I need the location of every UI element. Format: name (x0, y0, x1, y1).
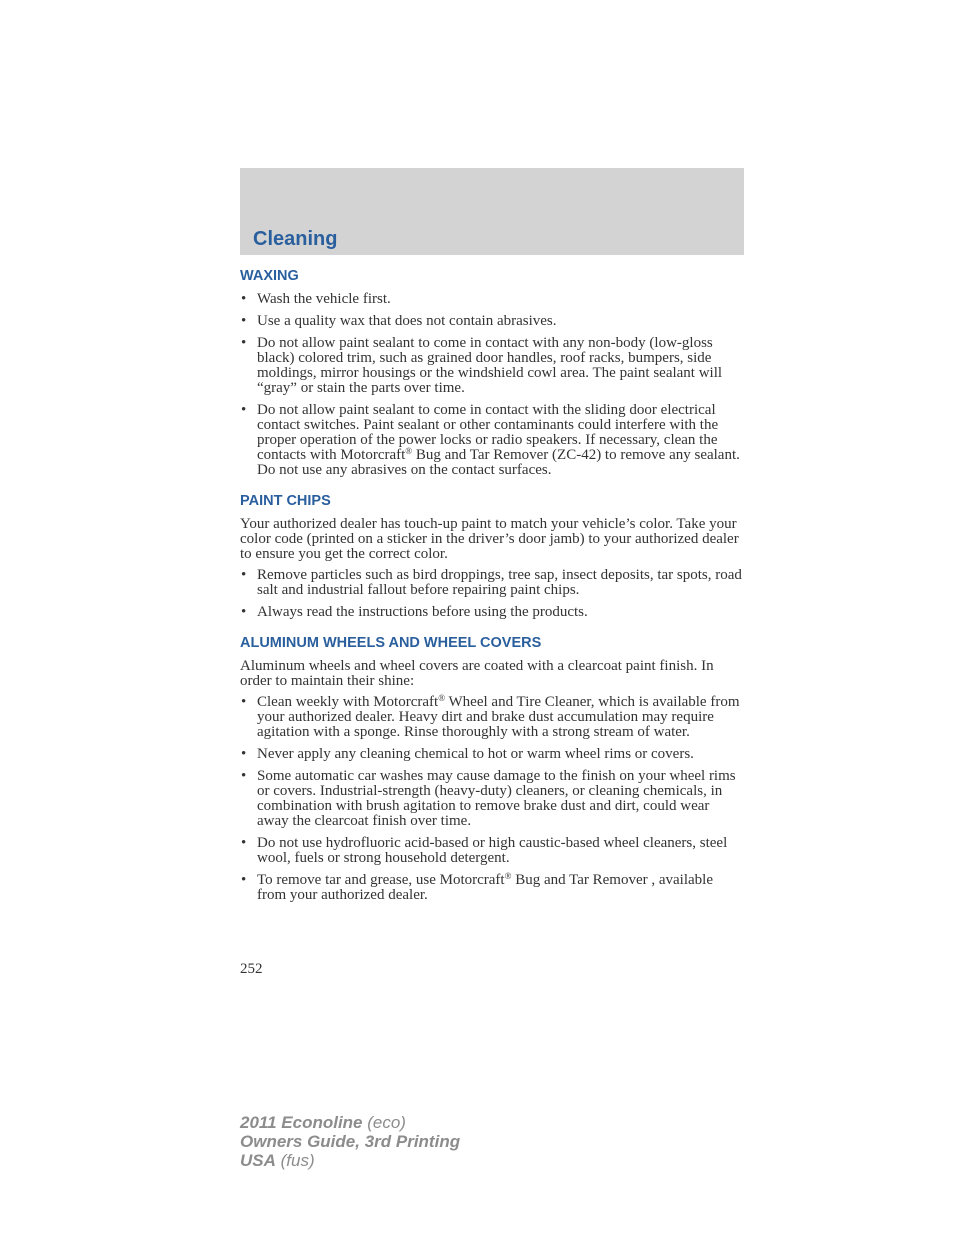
footer-model-code: (eco) (362, 1113, 406, 1132)
registered-mark: ® (504, 871, 512, 881)
list-item: • Do not allow paint sealant to come in contact with any non-body (low-gloss black) colored trim, such as grained door handles, roof racks, bumpers, side moldings, mirror housings or the windshield cowl area. The paint sealant will “gray” or stain the parts over time. (240, 336, 744, 396)
section-header-band (240, 168, 744, 255)
list-item (240, 695, 744, 740)
footer-region: USA (240, 1151, 276, 1170)
list-item: • Some automatic car washes may cause damage to the finish on your wheel rims or covers. Industrial-strength (heavy-duty) cleaners, or cleaning chemicals, in combination with brush agitation to remove brake dust and dirt, could wear away the clearcoat finish over time. (240, 769, 744, 829)
text-segment: To remove tar and grease, use Motorcraft (257, 872, 505, 888)
aluminum-wheels-list (240, 695, 744, 903)
list-item: • Do not use hydrofluoric acid-based or high caustic-based wheel cleaners, steel wool, fuels or strong household detergent. (240, 836, 744, 866)
text-segment: Bug and Tar Remover , available from your authorized dealer. (257, 872, 713, 903)
footer-line-1 (240, 1113, 460, 1132)
footer-edition: Owners Guide, 3rd Printing (240, 1132, 461, 1151)
footer-model: 2011 Econoline (240, 1113, 363, 1132)
waxing-list (240, 292, 744, 478)
paint-chips-intro: Your authorized dealer has touch-up paint to match your vehicle’s color. Take your color code (printed on a sticker in the driver’s door jamb) to your authorized dealer to ensure you get the correct color. (240, 516, 739, 562)
list-item: • Use a quality wax that does not contain abrasives. (240, 314, 744, 329)
footer-line-3 (240, 1151, 460, 1170)
paint-chips-list (240, 568, 744, 620)
paint-chips-heading: PAINT CHIPS (240, 493, 331, 509)
registered-mark: ® (405, 446, 413, 456)
text-segment: Clean weekly with Motorcraft (257, 694, 439, 710)
footer-line-2 (240, 1132, 460, 1151)
page-number: 252 (240, 961, 263, 977)
footer-region-code: (fus) (275, 1151, 315, 1170)
page-content (240, 267, 744, 910)
list-item: • Remove particles such as bird droppings, tree sap, insect deposits, tar spots, road salt and industrial fallout before repairing paint chips. (240, 568, 744, 598)
list-item: • Wash the vehicle first. (240, 292, 744, 307)
list-item (240, 403, 744, 478)
waxing-heading: WAXING (240, 268, 299, 284)
list-item: • Never apply any cleaning chemical to hot or warm wheel rims or covers. (240, 747, 744, 762)
section-title: Cleaning (253, 228, 338, 250)
aluminum-wheels-intro: Aluminum wheels and wheel covers are coated with a clearcoat paint finish. In order to maintain their shine: (240, 658, 714, 689)
list-item (240, 873, 744, 903)
list-item: • Always read the instructions before using the products. (240, 605, 744, 620)
document-footer (240, 1113, 460, 1170)
text-segment: Bug and Tar Remover (ZC-42) to remove any sealant. Do not use any abrasives on the contact surfaces. (257, 447, 740, 478)
aluminum-wheels-heading: ALUMINUM WHEELS AND WHEEL COVERS (240, 635, 542, 651)
registered-mark: ® (438, 693, 446, 703)
text-segment: Wheel and Tire Cleaner, which is available from your authorized dealer. Heavy dirt and brake dust accumulation may require agitation with a sponge. Rinse thoroughly with a strong stream of water. (257, 694, 740, 740)
text-segment: Do not allow paint sealant to come in contact with the sliding door electrical contact switches. Paint sealant or other contaminants could interfere with the proper operation of the power locks or radio speakers. If necessary, clean the contacts with Motorcraft (257, 402, 719, 463)
